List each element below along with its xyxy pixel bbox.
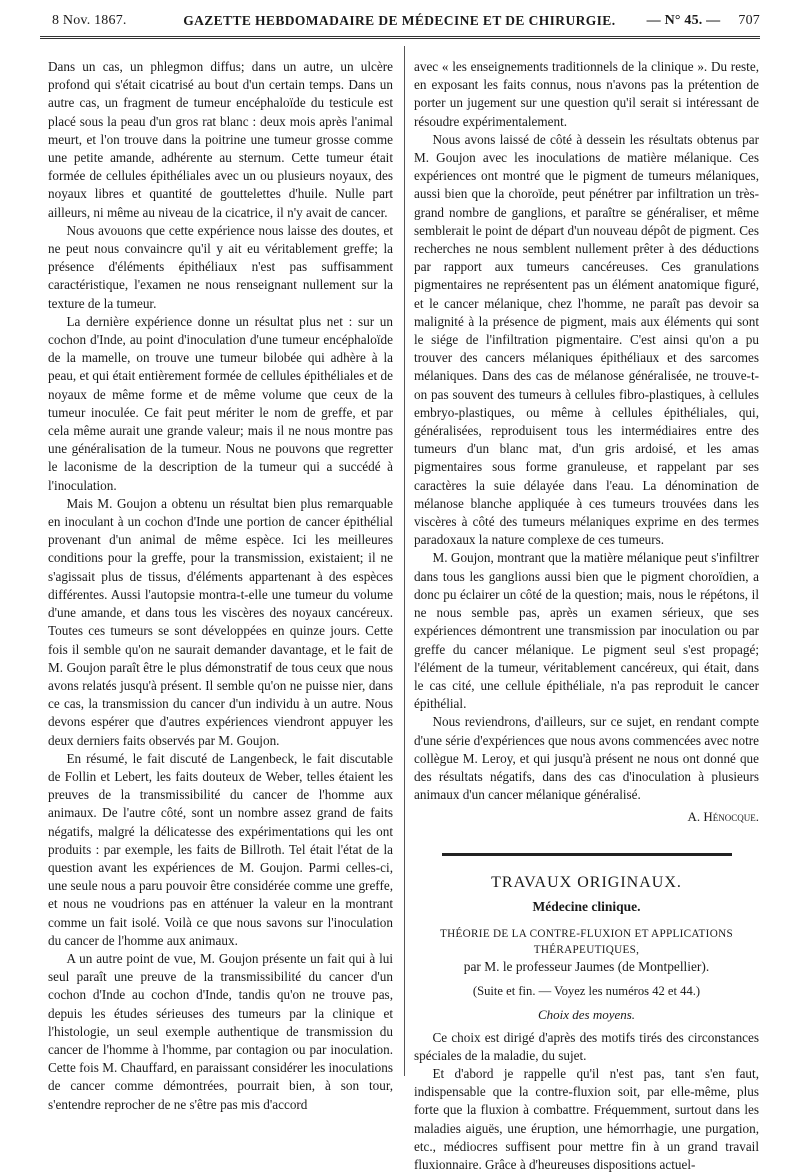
left-paragraph: La dernière expérience donne un résultat plus net : sur un cochon d'Inde, au point d'inoculation d'une tumeur encéphaloïde de la mamelle, on trouve une tumeur bilobée qui adhère à la peau, et qui était entièrement formée de cellules épithéliales et de noyaux de même forme et de même volume que ceux de la tumeur inoculée. Ce fait peut mériter le nom de greffe, et par cela même aurait une grande valeur; mais il ne nous montre pas une généralisation de la tumeur. Nous ne pouvons que regretter le laconisme de la description de la tumeur qui a succédé à l'inoculation. <box>48 313 393 493</box>
left-column <box>48 58 393 1114</box>
left-paragraph: En résumé, le fait discuté de Langenbeck, le fait discutable de Follin et Lebert, les faits douteux de Weber, telles étaient les preuves de la transmissibilité du cancer de l'homme aux animaux. De l'autre côté, sont un nombre assez grand de faits négatifs, malgré la délicatesse des expérimentations qui les ont produits : par exemple, les faits de Billroth. Tel était l'état de la question avant les expériences de M. Goujon. Parmi celles-ci, une seule nous a paru pouvoir être considérée comme une greffe, et nous ne voudrions pas en atténuer la valeur en la montrant comme un fait isolé. Voilà ce que nous savons sur l'inoculation du cancer de l'homme aux animaux. <box>48 750 393 948</box>
issue-date: 8 Nov. 1867. <box>52 13 127 28</box>
left-paragraph: Dans un cas, un phlegmon diffus; dans un autre, un ulcère profond qui s'était cicatrisé au bout d'un certain temps. Dans un autre cas, un fragment de tumeur encéphaloïde du testicule est placé sous la peau d'un gros rat blanc : deux mois après l'animal meurt, et l'on trouve dans la poitrine une tumeur grosse comme une petite amande, adhérente au sternum. Cette tumeur était formée de cellules épithéliales avec un ou plusieurs noyaux, des noyaux libres et quantité de gouttelettes d'huile. Nulle part ailleurs, ni même au niveau de la cicatrice, il n'y avait de cancer. <box>48 59 393 220</box>
article-paragraph: Et d'abord je rappelle qu'il n'est pas, tant s'en faut, indispensable que la contre-fluxion soit, par elle-même, plus forte que la fluxion à combattre. Fréquemment, surtout dans les maladies aiguës, une éruption, une hémorrhagie, une purgation, etc., médiocres suffisent pour mettre fin à un grand travail fluxionnaire. Grâce à d'heureuses dispositions actuel- <box>414 1065 759 1172</box>
issue-number: — N° 45. — <box>646 13 721 28</box>
page-header <box>52 6 760 36</box>
right-paragraph: avec « les enseignements traditionnels de la clinique ». Du reste, en exposant les faits connus, nous n'avons pas la prétention de porter un jugement sur une question qu'il serait si intéressant de résoudre expérimentalement. <box>414 59 759 129</box>
left-paragraph: Mais M. Goujon a obtenu un résultat bien plus remarquable en inoculant à un cochon d'Inde une portion de cancer épithélial provenant d'un animal de même espèce. Ici les meilleures conditions pour la greffe, pour la transmission, existaient; il ne s'agissait plus de tissus, d'éléments appartenant à des espèces différentes. Aussi l'autopsie montra-t-elle une tumeur du volume d'une amande, et dans tous les viscères des noyaux cancéreux. Toutes ces tumeurs se sont développées en quinze jours. Cette fois il semble qu'on ne saurait demander davantage, et le fait de M. Goujon paraît être le plus démonstratif de tous ceux que nous avons relatés jusqu'à présent. Il semble qu'on ne puisse nier, dans ce cas, la transmission du cancer d'un individu à un autre. Nous devons espérer que d'autres expériences viendront appuyer les deux derniers faits observés par M. Goujon. <box>48 495 393 748</box>
article-title: THÉORIE DE LA CONTRE-FLUXION ET APPLICATIONS THÉRAPEUTIQUES, <box>440 927 733 956</box>
continuation-note: (Suite et fin. — Voyez les numéros 42 et 44.) <box>472 984 701 999</box>
column-divider <box>404 46 405 1076</box>
right-paragraph: Nous reviendrons, d'ailleurs, sur ce sujet, en rendant compte d'une série d'expériences que nous avons commencées avec notre collègue M. Leroy, et qui jusqu'à présent ne nous ont donné que des résultats négatifs, dans des cas d'inoculation à plusieurs animaux d'un cancer mélanique généralisé. <box>414 714 759 803</box>
left-paragraph: Nous avouons que cette expérience nous laisse des doutes, et ne peut nous convaincre qu'il y ait eu véritablement greffe; la présence d'éléments épithéliaux n'est pas suffisamment caractéristique, l'examen ne nous renseignant nullement sur la texture de la tumeur. <box>48 222 393 311</box>
right-paragraph: M. Goujon, montrant que la matière mélanique peut s'infiltrer dans tous les ganglions aussi bien que le pigment choroïdien, a donc pu éclairer un côté de la question; mais, nous le répétons, il ne nous semble pas, après un examen sérieux, que ses expériences démontrent une transmission par inoculation ou par greffe du cancer mélanique. Le pigment seul s'est propagé; l'élément de la tumeur, véritablement cancéreux, qui était, dans le cas cité, une cellule épithéliale, n'a pas reproduit le cancer épithélial. <box>414 550 759 712</box>
article-paragraph: Ce choix est dirigé d'après des motifs tirés des circonstances spéciales de la maladie, du sujet. <box>414 1029 759 1063</box>
right-column <box>414 58 759 1174</box>
section-separator <box>442 853 732 856</box>
page-number: 707 <box>738 13 760 28</box>
article-author: par M. le professeur Jaumes (de Montpellier). <box>463 958 710 974</box>
right-paragraph: Nous avons laissé de côté à dessein les résultats obtenus par M. Goujon avec les inoculations de matière mélanique. Ces expériences ont montré que le pigment de tumeurs mélaniques, aussi bien que la choroïde, peut pénétrer par infiltration un très-grand nombre de ganglions, et paraître se généraliser, et même semblerait le point de départ d'un nouveau dépôt de pigment. Ces recherches ne nous semblent nullement prêter à des déductions par rapport aux tumeurs cancéreuses. Ces granulations pigmentaires ne représentent pas un élément anatomique figuré, et le cancer mélanique, chez l'homme, ne paraît pas devoir sa malignité à la présence de pigment, mais aux éléments qui sont le siége de l'infiltration pigmentaire. C'est ainsi qu'on a pu trouver des cancers mélaniques épithéliaux et des sarcomes mélaniques. Dans des cas de mélanose généralisée, ne trouve-t-on pas souvent des tumeurs à cellules fibro-plastiques, à cellules embryo-plastiques, ou même à cellules épithéliales, qui, généralisées, reproduisent tous les intermédiaires entre des tumeurs d'un blanc mat, d'un gris ardoisé, et les amas pigmentaires sous forme granuleuse, et rappelant par ses caractères la suie délayée dans l'eau. La dénomination de mélanose blanche appliquée à ces tumeurs trouvées dans les viscères à côté des tumeurs mélaniques exprime en des termes paradoxaux la nature complexe de ces tumeurs. <box>414 131 759 548</box>
header-rule <box>40 36 760 39</box>
section-title: TRAVAUX ORIGINAUX. <box>491 873 682 891</box>
journal-title: GAZETTE HEBDOMADAIRE DE MÉDECINE ET DE CHIRURGIE. <box>183 13 616 28</box>
section-subtitle: Médecine clinique. <box>532 898 641 914</box>
author-signature: A. Hénocque. <box>687 809 759 825</box>
left-paragraph: A un autre point de vue, M. Goujon présente un fait qui à lui seul paraît une preuve de la transmissibilité du cancer d'un cochon d'Inde au cochon d'Inde, tandis qu'on ne trouve pas, depuis les études sérieuses des tumeurs par la clinique et l'histologie, un seul exemple authentique de transmission du cancer de l'homme à l'homme, par contagion ou par inoculation. Cette fois M. Chauffard, en paraissant considérer les inoculations de cancer comme démontrées, pourrait bien, à son tour, s'entendre reprocher de ne s'être pas mis d'accord <box>48 950 393 1112</box>
article-heading: Choix des moyens. <box>537 1007 636 1023</box>
header-right <box>647 13 760 29</box>
